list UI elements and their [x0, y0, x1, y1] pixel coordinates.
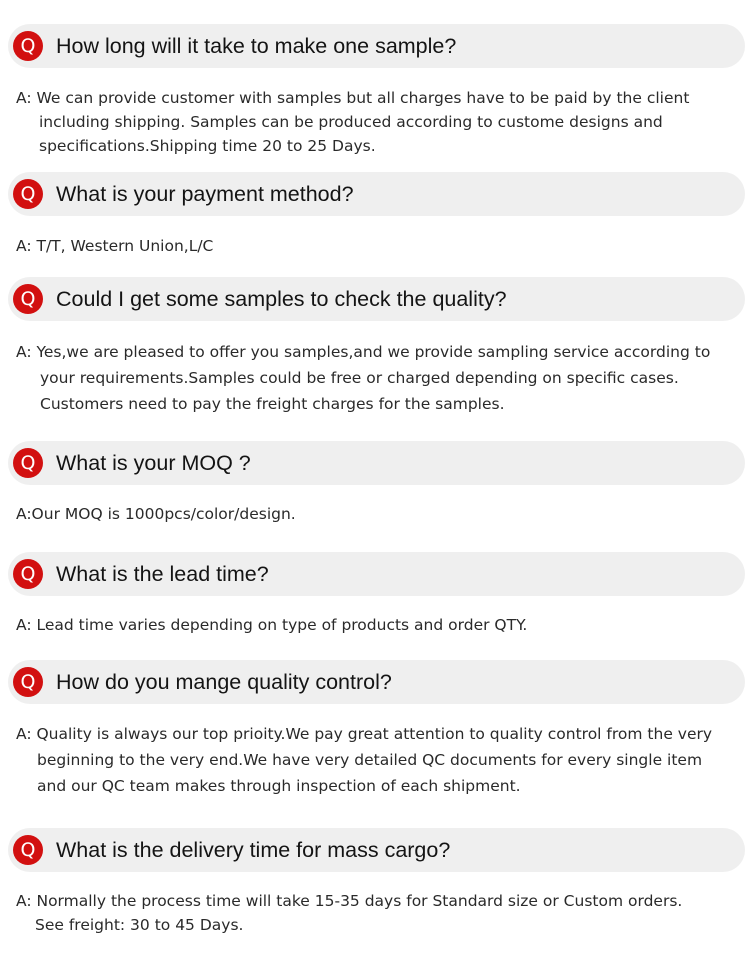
- answer-line: A: Lead time varies depending on type of products and order QTY.: [16, 616, 528, 634]
- question-bar: [8, 277, 745, 321]
- answer-line: A: Normally the process time will take 15-35 days for Standard size or Custom orders.: [16, 892, 683, 910]
- question-bar: [8, 24, 745, 68]
- answer-line: A: T/T, Western Union,L/C: [16, 237, 214, 255]
- answer-line: and our QC team makes through inspection of each shipment.: [37, 777, 521, 795]
- question-text: How do you mange quality control?: [56, 670, 392, 694]
- question-text: What is your MOQ ?: [56, 451, 251, 475]
- answer-line: A: Yes,we are pleased to offer you samples,and we provide sampling service according to: [16, 343, 711, 361]
- q-badge-icon: Q: [13, 559, 43, 589]
- question-bar: [8, 441, 745, 485]
- answer-line: Customers need to pay the freight charges for the samples.: [40, 395, 505, 413]
- question-text: What is the lead time?: [56, 562, 269, 586]
- answer-text: [16, 889, 736, 937]
- answer-text: [16, 613, 736, 637]
- question-bar: [8, 828, 745, 872]
- answer-line: A: Quality is always our top prioity.We pay great attention to quality control from the very: [16, 725, 713, 743]
- answer-line: specifications.Shipping time 20 to 25 Days.: [39, 137, 376, 155]
- answer-text: [16, 339, 736, 417]
- question-text: Could I get some samples to check the quality?: [56, 287, 507, 311]
- q-badge-icon: Q: [13, 835, 43, 865]
- answer-text: [16, 502, 736, 526]
- answer-text: [16, 721, 736, 799]
- question-text: How long will it take to make one sample?: [56, 34, 457, 58]
- q-badge-icon: Q: [13, 284, 43, 314]
- answer-line: A: We can provide customer with samples but all charges have to be paid by the client: [16, 89, 690, 107]
- q-badge-icon: Q: [13, 179, 43, 209]
- question-text: What is the delivery time for mass cargo?: [56, 838, 451, 862]
- answer-line: beginning to the very end.We have very detailed QC documents for every single item: [37, 751, 703, 769]
- answer-text: [16, 86, 736, 158]
- answer-line: your requirements.Samples could be free or charged depending on specific cases.: [40, 369, 679, 387]
- q-badge-icon: Q: [13, 667, 43, 697]
- q-badge-icon: Q: [13, 448, 43, 478]
- answer-line: A:Our MOQ is 1000pcs/color/design.: [16, 505, 296, 523]
- question-bar: [8, 660, 745, 704]
- answer-line: See freight: 30 to 45 Days.: [35, 916, 244, 934]
- q-badge-icon: Q: [13, 31, 43, 61]
- question-bar: [8, 172, 745, 216]
- question-bar: [8, 552, 745, 596]
- answer-line: including shipping. Samples can be produced according to custome designs and: [39, 113, 663, 131]
- question-text: What is your payment method?: [56, 182, 354, 206]
- answer-text: [16, 234, 736, 258]
